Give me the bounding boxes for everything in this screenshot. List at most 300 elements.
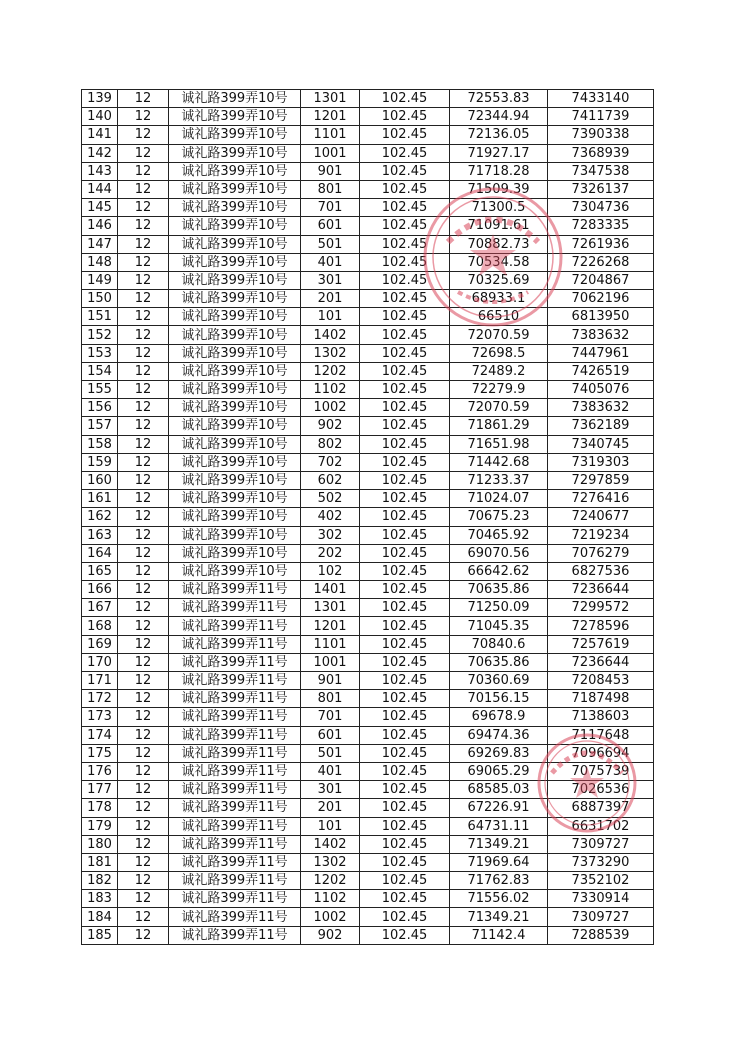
row-number-cell: 140 xyxy=(82,108,118,126)
unit-price-cell: 71861.29 xyxy=(450,417,548,435)
area-cell: 102.45 xyxy=(360,835,450,853)
total-price-cell: 7383632 xyxy=(548,399,654,417)
unit-price-cell: 71045.35 xyxy=(450,617,548,635)
lot-number-cell: 12 xyxy=(118,90,169,108)
lot-number-cell: 12 xyxy=(118,508,169,526)
table-row xyxy=(82,926,654,944)
lot-number-cell: 12 xyxy=(118,762,169,780)
row-number-cell: 171 xyxy=(82,672,118,690)
room-number-cell: 502 xyxy=(301,490,360,508)
unit-price-cell: 71442.68 xyxy=(450,453,548,471)
area-cell: 102.45 xyxy=(360,235,450,253)
table-row xyxy=(82,708,654,726)
address-cell: 诚礼路399弄11号 xyxy=(169,599,301,617)
total-price-cell: 7304736 xyxy=(548,199,654,217)
row-number-cell: 150 xyxy=(82,290,118,308)
row-number-cell: 158 xyxy=(82,435,118,453)
row-number-cell: 163 xyxy=(82,526,118,544)
row-number-cell: 167 xyxy=(82,599,118,617)
address-cell: 诚礼路399弄11号 xyxy=(169,799,301,817)
total-price-cell: 7236644 xyxy=(548,653,654,671)
area-cell: 102.45 xyxy=(360,726,450,744)
lot-number-cell: 12 xyxy=(118,417,169,435)
address-cell: 诚礼路399弄10号 xyxy=(169,381,301,399)
area-cell: 102.45 xyxy=(360,672,450,690)
table-row xyxy=(82,726,654,744)
table-row xyxy=(82,653,654,671)
row-number-cell: 149 xyxy=(82,271,118,289)
address-cell: 诚礼路399弄10号 xyxy=(169,417,301,435)
row-number-cell: 179 xyxy=(82,817,118,835)
lot-number-cell: 12 xyxy=(118,744,169,762)
row-number-cell: 185 xyxy=(82,926,118,944)
lot-number-cell: 12 xyxy=(118,126,169,144)
room-number-cell: 1201 xyxy=(301,108,360,126)
unit-price-cell: 70840.6 xyxy=(450,635,548,653)
room-number-cell: 302 xyxy=(301,526,360,544)
lot-number-cell: 12 xyxy=(118,799,169,817)
unit-price-cell: 70156.15 xyxy=(450,690,548,708)
room-number-cell: 801 xyxy=(301,180,360,198)
table-row xyxy=(82,344,654,362)
table-row xyxy=(82,526,654,544)
unit-price-cell: 69678.9 xyxy=(450,708,548,726)
address-cell: 诚礼路399弄11号 xyxy=(169,708,301,726)
lot-number-cell: 12 xyxy=(118,180,169,198)
total-price-cell: 7278596 xyxy=(548,617,654,635)
unit-price-cell: 69269.83 xyxy=(450,744,548,762)
lot-number-cell: 12 xyxy=(118,344,169,362)
room-number-cell: 701 xyxy=(301,708,360,726)
lot-number-cell: 12 xyxy=(118,399,169,417)
total-price-cell: 7352102 xyxy=(548,872,654,890)
lot-number-cell: 12 xyxy=(118,726,169,744)
row-number-cell: 152 xyxy=(82,326,118,344)
total-price-cell: 7362189 xyxy=(548,417,654,435)
unit-price-cell: 69474.36 xyxy=(450,726,548,744)
address-cell: 诚礼路399弄11号 xyxy=(169,872,301,890)
row-number-cell: 173 xyxy=(82,708,118,726)
total-price-cell: 7240677 xyxy=(548,508,654,526)
total-price-cell: 7340745 xyxy=(548,435,654,453)
room-number-cell: 1402 xyxy=(301,326,360,344)
table-row xyxy=(82,890,654,908)
room-number-cell: 1402 xyxy=(301,835,360,853)
lot-number-cell: 12 xyxy=(118,653,169,671)
unit-price-cell: 72279.9 xyxy=(450,381,548,399)
address-cell: 诚礼路399弄11号 xyxy=(169,817,301,835)
table-row xyxy=(82,290,654,308)
lot-number-cell: 12 xyxy=(118,853,169,871)
lot-number-cell: 12 xyxy=(118,435,169,453)
table-row xyxy=(82,853,654,871)
area-cell: 102.45 xyxy=(360,108,450,126)
unit-price-cell: 72553.83 xyxy=(450,90,548,108)
area-cell: 102.45 xyxy=(360,453,450,471)
address-cell: 诚礼路399弄11号 xyxy=(169,744,301,762)
row-number-cell: 180 xyxy=(82,835,118,853)
lot-number-cell: 12 xyxy=(118,835,169,853)
room-number-cell: 901 xyxy=(301,162,360,180)
address-cell: 诚礼路399弄10号 xyxy=(169,362,301,380)
unit-price-cell: 70465.92 xyxy=(450,526,548,544)
address-cell: 诚礼路399弄11号 xyxy=(169,908,301,926)
address-cell: 诚礼路399弄10号 xyxy=(169,290,301,308)
room-number-cell: 1401 xyxy=(301,581,360,599)
address-cell: 诚礼路399弄10号 xyxy=(169,490,301,508)
total-price-cell: 7276416 xyxy=(548,490,654,508)
address-cell: 诚礼路399弄10号 xyxy=(169,90,301,108)
row-number-cell: 170 xyxy=(82,653,118,671)
table-row xyxy=(82,417,654,435)
room-number-cell: 102 xyxy=(301,562,360,580)
unit-price-cell: 70882.73 xyxy=(450,235,548,253)
unit-price-cell: 68933.1 xyxy=(450,290,548,308)
lot-number-cell: 12 xyxy=(118,599,169,617)
total-price-cell: 7096694 xyxy=(548,744,654,762)
table-row xyxy=(82,362,654,380)
area-cell: 102.45 xyxy=(360,362,450,380)
table-row xyxy=(82,781,654,799)
room-number-cell: 902 xyxy=(301,926,360,944)
total-price-cell: 7261936 xyxy=(548,235,654,253)
room-number-cell: 1302 xyxy=(301,853,360,871)
lot-number-cell: 12 xyxy=(118,471,169,489)
address-cell: 诚礼路399弄10号 xyxy=(169,308,301,326)
room-number-cell: 901 xyxy=(301,672,360,690)
address-cell: 诚礼路399弄10号 xyxy=(169,253,301,271)
total-price-cell: 7309727 xyxy=(548,908,654,926)
lot-number-cell: 12 xyxy=(118,308,169,326)
room-number-cell: 501 xyxy=(301,235,360,253)
total-price-cell: 7299572 xyxy=(548,599,654,617)
address-cell: 诚礼路399弄10号 xyxy=(169,108,301,126)
area-cell: 102.45 xyxy=(360,471,450,489)
unit-price-cell: 69070.56 xyxy=(450,544,548,562)
lot-number-cell: 12 xyxy=(118,162,169,180)
room-number-cell: 301 xyxy=(301,271,360,289)
unit-price-cell: 72070.59 xyxy=(450,399,548,417)
area-cell: 102.45 xyxy=(360,926,450,944)
total-price-cell: 7257619 xyxy=(548,635,654,653)
table-row xyxy=(82,217,654,235)
room-number-cell: 702 xyxy=(301,453,360,471)
price-table xyxy=(81,89,654,945)
unit-price-cell: 72070.59 xyxy=(450,326,548,344)
row-number-cell: 141 xyxy=(82,126,118,144)
lot-number-cell: 12 xyxy=(118,381,169,399)
area-cell: 102.45 xyxy=(360,544,450,562)
row-number-cell: 169 xyxy=(82,635,118,653)
area-cell: 102.45 xyxy=(360,399,450,417)
table-row xyxy=(82,562,654,580)
total-price-cell: 7326137 xyxy=(548,180,654,198)
unit-price-cell: 71142.4 xyxy=(450,926,548,944)
unit-price-cell: 70325.69 xyxy=(450,271,548,289)
row-number-cell: 143 xyxy=(82,162,118,180)
lot-number-cell: 12 xyxy=(118,635,169,653)
total-price-cell: 7309727 xyxy=(548,835,654,853)
address-cell: 诚礼路399弄10号 xyxy=(169,544,301,562)
area-cell: 102.45 xyxy=(360,708,450,726)
lot-number-cell: 12 xyxy=(118,562,169,580)
room-number-cell: 1302 xyxy=(301,344,360,362)
table-row xyxy=(82,508,654,526)
lot-number-cell: 12 xyxy=(118,144,169,162)
address-cell: 诚礼路399弄10号 xyxy=(169,453,301,471)
unit-price-cell: 70675.23 xyxy=(450,508,548,526)
area-cell: 102.45 xyxy=(360,435,450,453)
unit-price-cell: 70360.69 xyxy=(450,672,548,690)
lot-number-cell: 12 xyxy=(118,362,169,380)
total-price-cell: 7319303 xyxy=(548,453,654,471)
total-price-cell: 7208453 xyxy=(548,672,654,690)
area-cell: 102.45 xyxy=(360,799,450,817)
table-row xyxy=(82,872,654,890)
room-number-cell: 1001 xyxy=(301,653,360,671)
row-number-cell: 144 xyxy=(82,180,118,198)
total-price-cell: 7411739 xyxy=(548,108,654,126)
address-cell: 诚礼路399弄11号 xyxy=(169,653,301,671)
row-number-cell: 139 xyxy=(82,90,118,108)
address-cell: 诚礼路399弄10号 xyxy=(169,235,301,253)
row-number-cell: 157 xyxy=(82,417,118,435)
room-number-cell: 401 xyxy=(301,762,360,780)
lot-number-cell: 12 xyxy=(118,526,169,544)
address-cell: 诚礼路399弄10号 xyxy=(169,344,301,362)
address-cell: 诚礼路399弄10号 xyxy=(169,326,301,344)
area-cell: 102.45 xyxy=(360,853,450,871)
table-row xyxy=(82,381,654,399)
total-price-cell: 7026536 xyxy=(548,781,654,799)
row-number-cell: 160 xyxy=(82,471,118,489)
lot-number-cell: 12 xyxy=(118,817,169,835)
table-row xyxy=(82,126,654,144)
address-cell: 诚礼路399弄10号 xyxy=(169,144,301,162)
table-row xyxy=(82,762,654,780)
room-number-cell: 601 xyxy=(301,217,360,235)
unit-price-cell: 64731.11 xyxy=(450,817,548,835)
lot-number-cell: 12 xyxy=(118,108,169,126)
unit-price-cell: 71349.21 xyxy=(450,835,548,853)
total-price-cell: 7297859 xyxy=(548,471,654,489)
room-number-cell: 1002 xyxy=(301,908,360,926)
table-row xyxy=(82,581,654,599)
area-cell: 102.45 xyxy=(360,290,450,308)
table-row xyxy=(82,108,654,126)
lot-number-cell: 12 xyxy=(118,672,169,690)
room-number-cell: 1301 xyxy=(301,90,360,108)
area-cell: 102.45 xyxy=(360,653,450,671)
room-number-cell: 1101 xyxy=(301,126,360,144)
room-number-cell: 101 xyxy=(301,308,360,326)
row-number-cell: 164 xyxy=(82,544,118,562)
room-number-cell: 101 xyxy=(301,817,360,835)
row-number-cell: 183 xyxy=(82,890,118,908)
lot-number-cell: 12 xyxy=(118,544,169,562)
total-price-cell: 7373290 xyxy=(548,853,654,871)
area-cell: 102.45 xyxy=(360,199,450,217)
total-price-cell: 7330914 xyxy=(548,890,654,908)
area-cell: 102.45 xyxy=(360,326,450,344)
unit-price-cell: 71300.5 xyxy=(450,199,548,217)
room-number-cell: 1101 xyxy=(301,635,360,653)
unit-price-cell: 71509.39 xyxy=(450,180,548,198)
total-price-cell: 7076279 xyxy=(548,544,654,562)
unit-price-cell: 71762.83 xyxy=(450,872,548,890)
address-cell: 诚礼路399弄10号 xyxy=(169,162,301,180)
unit-price-cell: 68585.03 xyxy=(450,781,548,799)
room-number-cell: 1102 xyxy=(301,890,360,908)
row-number-cell: 162 xyxy=(82,508,118,526)
unit-price-cell: 71556.02 xyxy=(450,890,548,908)
table-row xyxy=(82,835,654,853)
table-row xyxy=(82,235,654,253)
address-cell: 诚礼路399弄10号 xyxy=(169,435,301,453)
table-row xyxy=(82,144,654,162)
lot-number-cell: 12 xyxy=(118,217,169,235)
room-number-cell: 1001 xyxy=(301,144,360,162)
address-cell: 诚礼路399弄11号 xyxy=(169,926,301,944)
area-cell: 102.45 xyxy=(360,417,450,435)
address-cell: 诚礼路399弄11号 xyxy=(169,581,301,599)
unit-price-cell: 66642.62 xyxy=(450,562,548,580)
address-cell: 诚礼路399弄10号 xyxy=(169,199,301,217)
room-number-cell: 201 xyxy=(301,799,360,817)
unit-price-cell: 70635.86 xyxy=(450,581,548,599)
lot-number-cell: 12 xyxy=(118,690,169,708)
lot-number-cell: 12 xyxy=(118,326,169,344)
area-cell: 102.45 xyxy=(360,562,450,580)
row-number-cell: 151 xyxy=(82,308,118,326)
area-cell: 102.45 xyxy=(360,144,450,162)
row-number-cell: 174 xyxy=(82,726,118,744)
room-number-cell: 401 xyxy=(301,253,360,271)
room-number-cell: 701 xyxy=(301,199,360,217)
address-cell: 诚礼路399弄10号 xyxy=(169,562,301,580)
total-price-cell: 7426519 xyxy=(548,362,654,380)
room-number-cell: 1202 xyxy=(301,362,360,380)
address-cell: 诚礼路399弄10号 xyxy=(169,217,301,235)
table-row xyxy=(82,799,654,817)
address-cell: 诚礼路399弄11号 xyxy=(169,617,301,635)
room-number-cell: 1201 xyxy=(301,617,360,635)
table-row xyxy=(82,271,654,289)
lot-number-cell: 12 xyxy=(118,199,169,217)
room-number-cell: 802 xyxy=(301,435,360,453)
total-price-cell: 6813950 xyxy=(548,308,654,326)
table-row xyxy=(82,672,654,690)
area-cell: 102.45 xyxy=(360,508,450,526)
area-cell: 102.45 xyxy=(360,908,450,926)
address-cell: 诚礼路399弄10号 xyxy=(169,471,301,489)
lot-number-cell: 12 xyxy=(118,253,169,271)
room-number-cell: 1002 xyxy=(301,399,360,417)
unit-price-cell: 71091.61 xyxy=(450,217,548,235)
address-cell: 诚礼路399弄11号 xyxy=(169,853,301,871)
area-cell: 102.45 xyxy=(360,599,450,617)
row-number-cell: 156 xyxy=(82,399,118,417)
table-row xyxy=(82,744,654,762)
address-cell: 诚礼路399弄10号 xyxy=(169,126,301,144)
row-number-cell: 155 xyxy=(82,381,118,399)
address-cell: 诚礼路399弄10号 xyxy=(169,399,301,417)
room-number-cell: 1102 xyxy=(301,381,360,399)
row-number-cell: 154 xyxy=(82,362,118,380)
total-price-cell: 7219234 xyxy=(548,526,654,544)
address-cell: 诚礼路399弄11号 xyxy=(169,690,301,708)
total-price-cell: 7283335 xyxy=(548,217,654,235)
row-number-cell: 153 xyxy=(82,344,118,362)
row-number-cell: 177 xyxy=(82,781,118,799)
area-cell: 102.45 xyxy=(360,781,450,799)
row-number-cell: 176 xyxy=(82,762,118,780)
address-cell: 诚礼路399弄11号 xyxy=(169,835,301,853)
total-price-cell: 7347538 xyxy=(548,162,654,180)
row-number-cell: 148 xyxy=(82,253,118,271)
row-number-cell: 146 xyxy=(82,217,118,235)
room-number-cell: 202 xyxy=(301,544,360,562)
area-cell: 102.45 xyxy=(360,526,450,544)
table-row xyxy=(82,399,654,417)
area-cell: 102.45 xyxy=(360,271,450,289)
total-price-cell: 7226268 xyxy=(548,253,654,271)
unit-price-cell: 71349.21 xyxy=(450,908,548,926)
unit-price-cell: 71969.64 xyxy=(450,853,548,871)
unit-price-cell: 72344.94 xyxy=(450,108,548,126)
table-row xyxy=(82,199,654,217)
row-number-cell: 166 xyxy=(82,581,118,599)
lot-number-cell: 12 xyxy=(118,908,169,926)
room-number-cell: 402 xyxy=(301,508,360,526)
total-price-cell: 7138603 xyxy=(548,708,654,726)
total-price-cell: 7288539 xyxy=(548,926,654,944)
unit-price-cell: 71927.17 xyxy=(450,144,548,162)
room-number-cell: 1301 xyxy=(301,599,360,617)
room-number-cell: 301 xyxy=(301,781,360,799)
area-cell: 102.45 xyxy=(360,381,450,399)
total-price-cell: 7390338 xyxy=(548,126,654,144)
room-number-cell: 801 xyxy=(301,690,360,708)
total-price-cell: 7433140 xyxy=(548,90,654,108)
table-row xyxy=(82,908,654,926)
lot-number-cell: 12 xyxy=(118,490,169,508)
address-cell: 诚礼路399弄11号 xyxy=(169,672,301,690)
table-row xyxy=(82,817,654,835)
address-cell: 诚礼路399弄11号 xyxy=(169,890,301,908)
area-cell: 102.45 xyxy=(360,217,450,235)
row-number-cell: 184 xyxy=(82,908,118,926)
area-cell: 102.45 xyxy=(360,617,450,635)
area-cell: 102.45 xyxy=(360,635,450,653)
unit-price-cell: 72698.5 xyxy=(450,344,548,362)
row-number-cell: 181 xyxy=(82,853,118,871)
table-row xyxy=(82,162,654,180)
lot-number-cell: 12 xyxy=(118,453,169,471)
total-price-cell: 7075739 xyxy=(548,762,654,780)
lot-number-cell: 12 xyxy=(118,271,169,289)
unit-price-cell: 72136.05 xyxy=(450,126,548,144)
unit-price-cell: 70635.86 xyxy=(450,653,548,671)
total-price-cell: 7204867 xyxy=(548,271,654,289)
table-row xyxy=(82,599,654,617)
table-row xyxy=(82,690,654,708)
table-row xyxy=(82,253,654,271)
lot-number-cell: 12 xyxy=(118,872,169,890)
area-cell: 102.45 xyxy=(360,817,450,835)
unit-price-cell: 71250.09 xyxy=(450,599,548,617)
unit-price-cell: 71651.98 xyxy=(450,435,548,453)
